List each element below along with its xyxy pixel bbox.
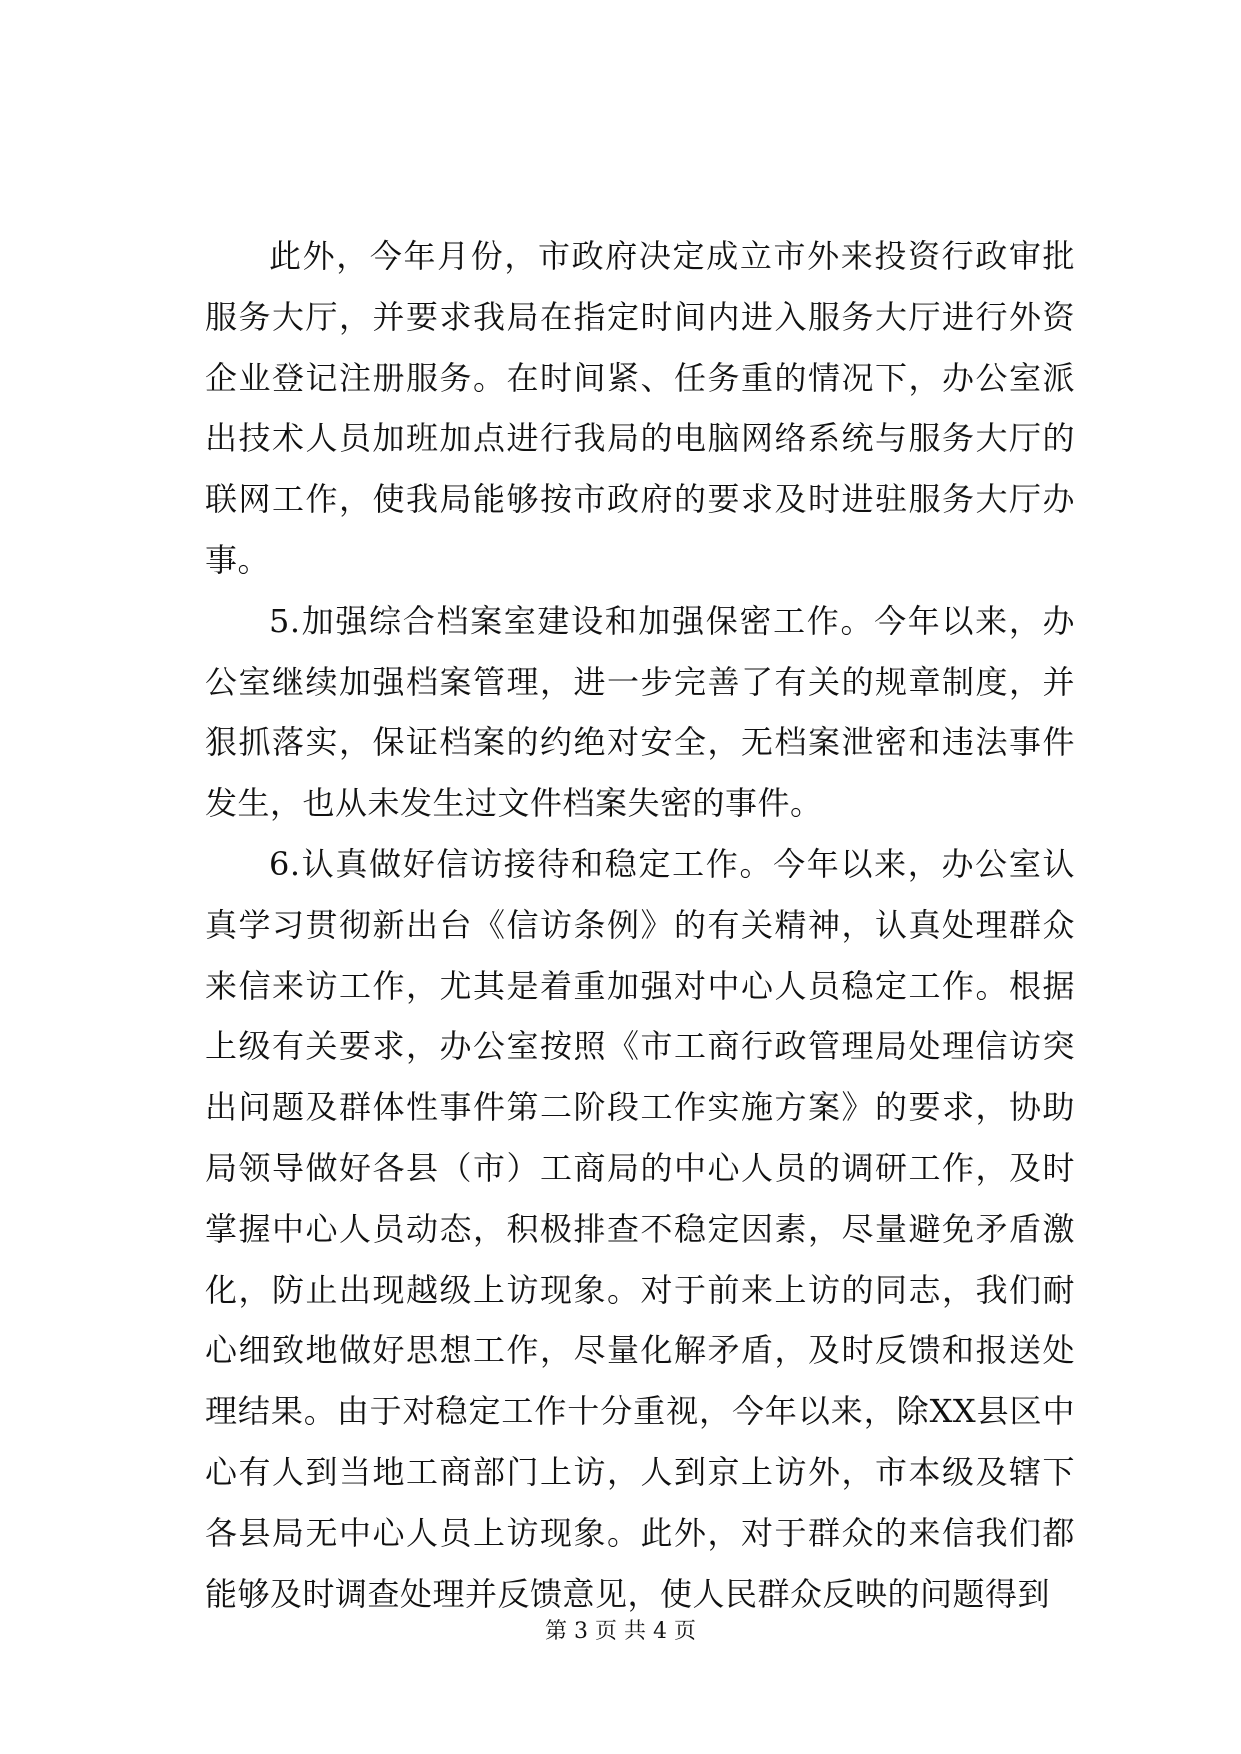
paragraph-service-hall: 此外，今年月份，市政府决定成立市外来投资行政审批服务大厅，并要求我局在指定时间内进入服务大厅进行外资企业登记注册服务。在时间紧、任务重的情况下，办公室派出技术人员加班加点进行我局的电脑网络系统与服务大厅的联网工作，使我局能够按市政府的要求及时进驻服务大厅办事。: [205, 237, 1075, 579]
document-body: [205, 226, 1075, 1624]
page-number-footer: 第 3 页 共 4 页: [545, 1619, 696, 1644]
paragraph-petition-stability: 6.认真做好信访接待和稳定工作。今年以来，办公室认真学习贯彻新出台《信访条例》的有关精神，认真处理群众来信来访工作，尤其是着重加强对中心人员稳定工作。根据上级有关要求，办公室按照《市工商行政管理局处理信访突出问题及群体性事件第二阶段工作实施方案》的要求，协助局领导做好各县（市）工商局的中心人员的调研工作，及时掌握中心人员动态，积极排查不稳定因素，尽量避免矛盾激化，防止出现越级上访现象。对于前来上访的同志，我们耐心细致地做好思想工作，尽量化解矛盾，及时反馈和报送处理结果。由于对稳定工作十分重视，今年以来，除XX县区中心有人到当地工商部门上访，人到京上访外，市本级及辖下各县局无中心人员上访现象。此外，对于群众的来信我们都能够及时调查处理并反馈意见，使人民群众反映的问题得到: [205, 844, 1075, 1613]
paragraph-archives-security: 5.加强综合档案室建设和加强保密工作。今年以来，办公室继续加强档案管理，进一步完善了有关的规章制度，并狠抓落实，保证档案的约绝对安全，无档案泄密和违法事件发生，也从未发生过文件档案失密的事件。: [205, 601, 1075, 823]
